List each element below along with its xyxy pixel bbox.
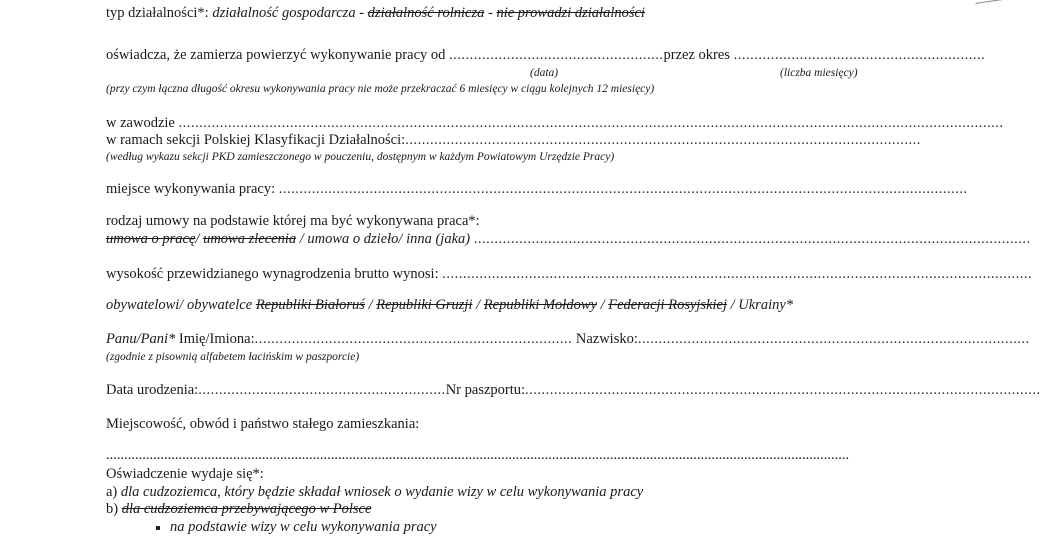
workplace-field[interactable]: ....................................................................................................................................................................... xyxy=(278,181,968,197)
activity-option-business: działalność gospodarcza xyxy=(212,5,356,21)
birth-label: Data urodzenia: xyxy=(106,382,199,398)
contract-options-row xyxy=(106,230,1031,248)
pkd-label: w ramach sekcji Polskiej Klasyfikacji Działalności: xyxy=(106,132,406,148)
contract-option-rest: / umowa o dzieło/ inna (jaka) xyxy=(296,231,471,247)
option-a-text: dla cudzoziemca, który będzie składał wniosek o wydanie wizy w celu wykonywania pracy xyxy=(120,484,644,500)
separator: / xyxy=(596,297,609,313)
activity-type-row xyxy=(106,4,645,22)
citizenship-moldova: Republiki Mołdowy xyxy=(483,297,597,313)
workplace-label: miejsce wykonywania pracy: xyxy=(106,181,276,197)
activity-option-none: nie prowadzi działalności xyxy=(496,5,645,21)
residence-field[interactable]: ............................................................................................................................................................................................................. xyxy=(106,447,850,463)
surname-field[interactable]: ............................................................................................... xyxy=(637,331,1030,347)
profession-row xyxy=(106,114,1004,132)
period-note: (przy czym łączna długość okresu wykonywania pracy nie może przekraczać 6 miesięcy w ciągu kolejnych 12 miesięcy) xyxy=(106,83,655,95)
bullet-icon xyxy=(156,526,160,530)
residence-label: Miejscowość, obwód i państwo stałego zamieszkania: xyxy=(106,416,420,432)
separator: / xyxy=(195,231,204,247)
months-field[interactable]: ............................................................. xyxy=(733,47,986,63)
separator: / xyxy=(472,297,484,313)
contract-other-field[interactable]: ....................................................................................................................................... xyxy=(473,231,1031,247)
option-b-text: dla cudzoziemca przebywającego w Polsce xyxy=(121,501,372,517)
salary-row xyxy=(106,265,1033,283)
birth-passport-row xyxy=(106,381,1041,399)
citizenship-belarus: Republiki Białoruś xyxy=(255,297,365,313)
scan-mark xyxy=(975,0,1016,14)
citizenship-russia: Federacji Rosyjskiej xyxy=(608,297,727,313)
title-prefix: Panu/Pani* xyxy=(106,331,176,347)
citizenship-row xyxy=(106,296,793,314)
date-hint: (data) xyxy=(530,67,559,79)
salary-field[interactable]: ............................................................................................................................................... xyxy=(442,266,1033,282)
birth-field[interactable]: ............................................................ xyxy=(198,382,446,398)
passport-field[interactable]: ............................................................................................................................. xyxy=(525,382,1041,398)
period-label: przez okres xyxy=(663,47,730,63)
bullet-text: na podstawie wizy w celu wykonywania pracy xyxy=(170,519,437,535)
declaration-text: oświadcza, że zamierza powierzyć wykonywanie pracy od xyxy=(106,47,446,63)
option-a-marker: a) xyxy=(106,484,121,500)
activity-option-agriculture: działalność rolnicza xyxy=(367,5,485,21)
citizenship-ukraine: / Ukrainy* xyxy=(727,297,794,313)
declaration-row xyxy=(106,46,986,64)
name-row xyxy=(106,330,1030,348)
pkd-note: (według wykazu sekcji PKD zamieszczonego w pouczeniu, dostępnym w każdym Powiatowym Urzędzie Pracy) xyxy=(106,151,615,163)
name-label: Imię/Imiona: xyxy=(175,331,255,347)
name-note: (zgodnie z pisownią alfabetem łacińskim w paszporcie) xyxy=(106,351,360,363)
separator: - xyxy=(355,5,368,21)
statement-label: Oświadczenie wydaje się*: xyxy=(106,466,264,482)
months-hint: (liczba miesięcy) xyxy=(780,67,858,79)
passport-label: Nr paszportu: xyxy=(445,382,526,398)
workplace-row xyxy=(106,180,968,198)
citizenship-georgia: Republiki Gruzji xyxy=(376,297,473,313)
citizenship-prefix: obywatelowi/ obywatelce xyxy=(106,297,256,313)
statement-option-b xyxy=(106,500,371,518)
separator: / xyxy=(364,297,377,313)
pkd-field[interactable]: ............................................................................................................................. xyxy=(405,132,921,148)
name-field[interactable]: ............................................................................. xyxy=(254,331,573,347)
contract-label: rodzaj umowy na podstawie której ma być wykonywana praca*: xyxy=(106,213,480,229)
contract-option-employment: umowa o pracę xyxy=(106,231,196,247)
profession-label: w zawodzie xyxy=(106,115,175,131)
surname-label: Nazwisko: xyxy=(572,331,638,347)
separator: - xyxy=(484,5,497,21)
statement-option-a xyxy=(106,483,643,501)
start-date-field[interactable]: .................................................... xyxy=(449,47,664,63)
statement-option-b-bullet xyxy=(156,518,437,536)
pkd-row xyxy=(106,131,921,149)
contract-option-mandate: umowa zlecenia xyxy=(203,231,297,247)
salary-label: wysokość przewidzianego wynagrodzenia brutto wynosi: xyxy=(106,266,439,282)
activity-type-label: typ działalności*: xyxy=(106,5,209,21)
profession-field[interactable]: ........................................................................................................................................................................................................ xyxy=(178,115,1004,131)
option-b-marker: b) xyxy=(106,501,122,517)
